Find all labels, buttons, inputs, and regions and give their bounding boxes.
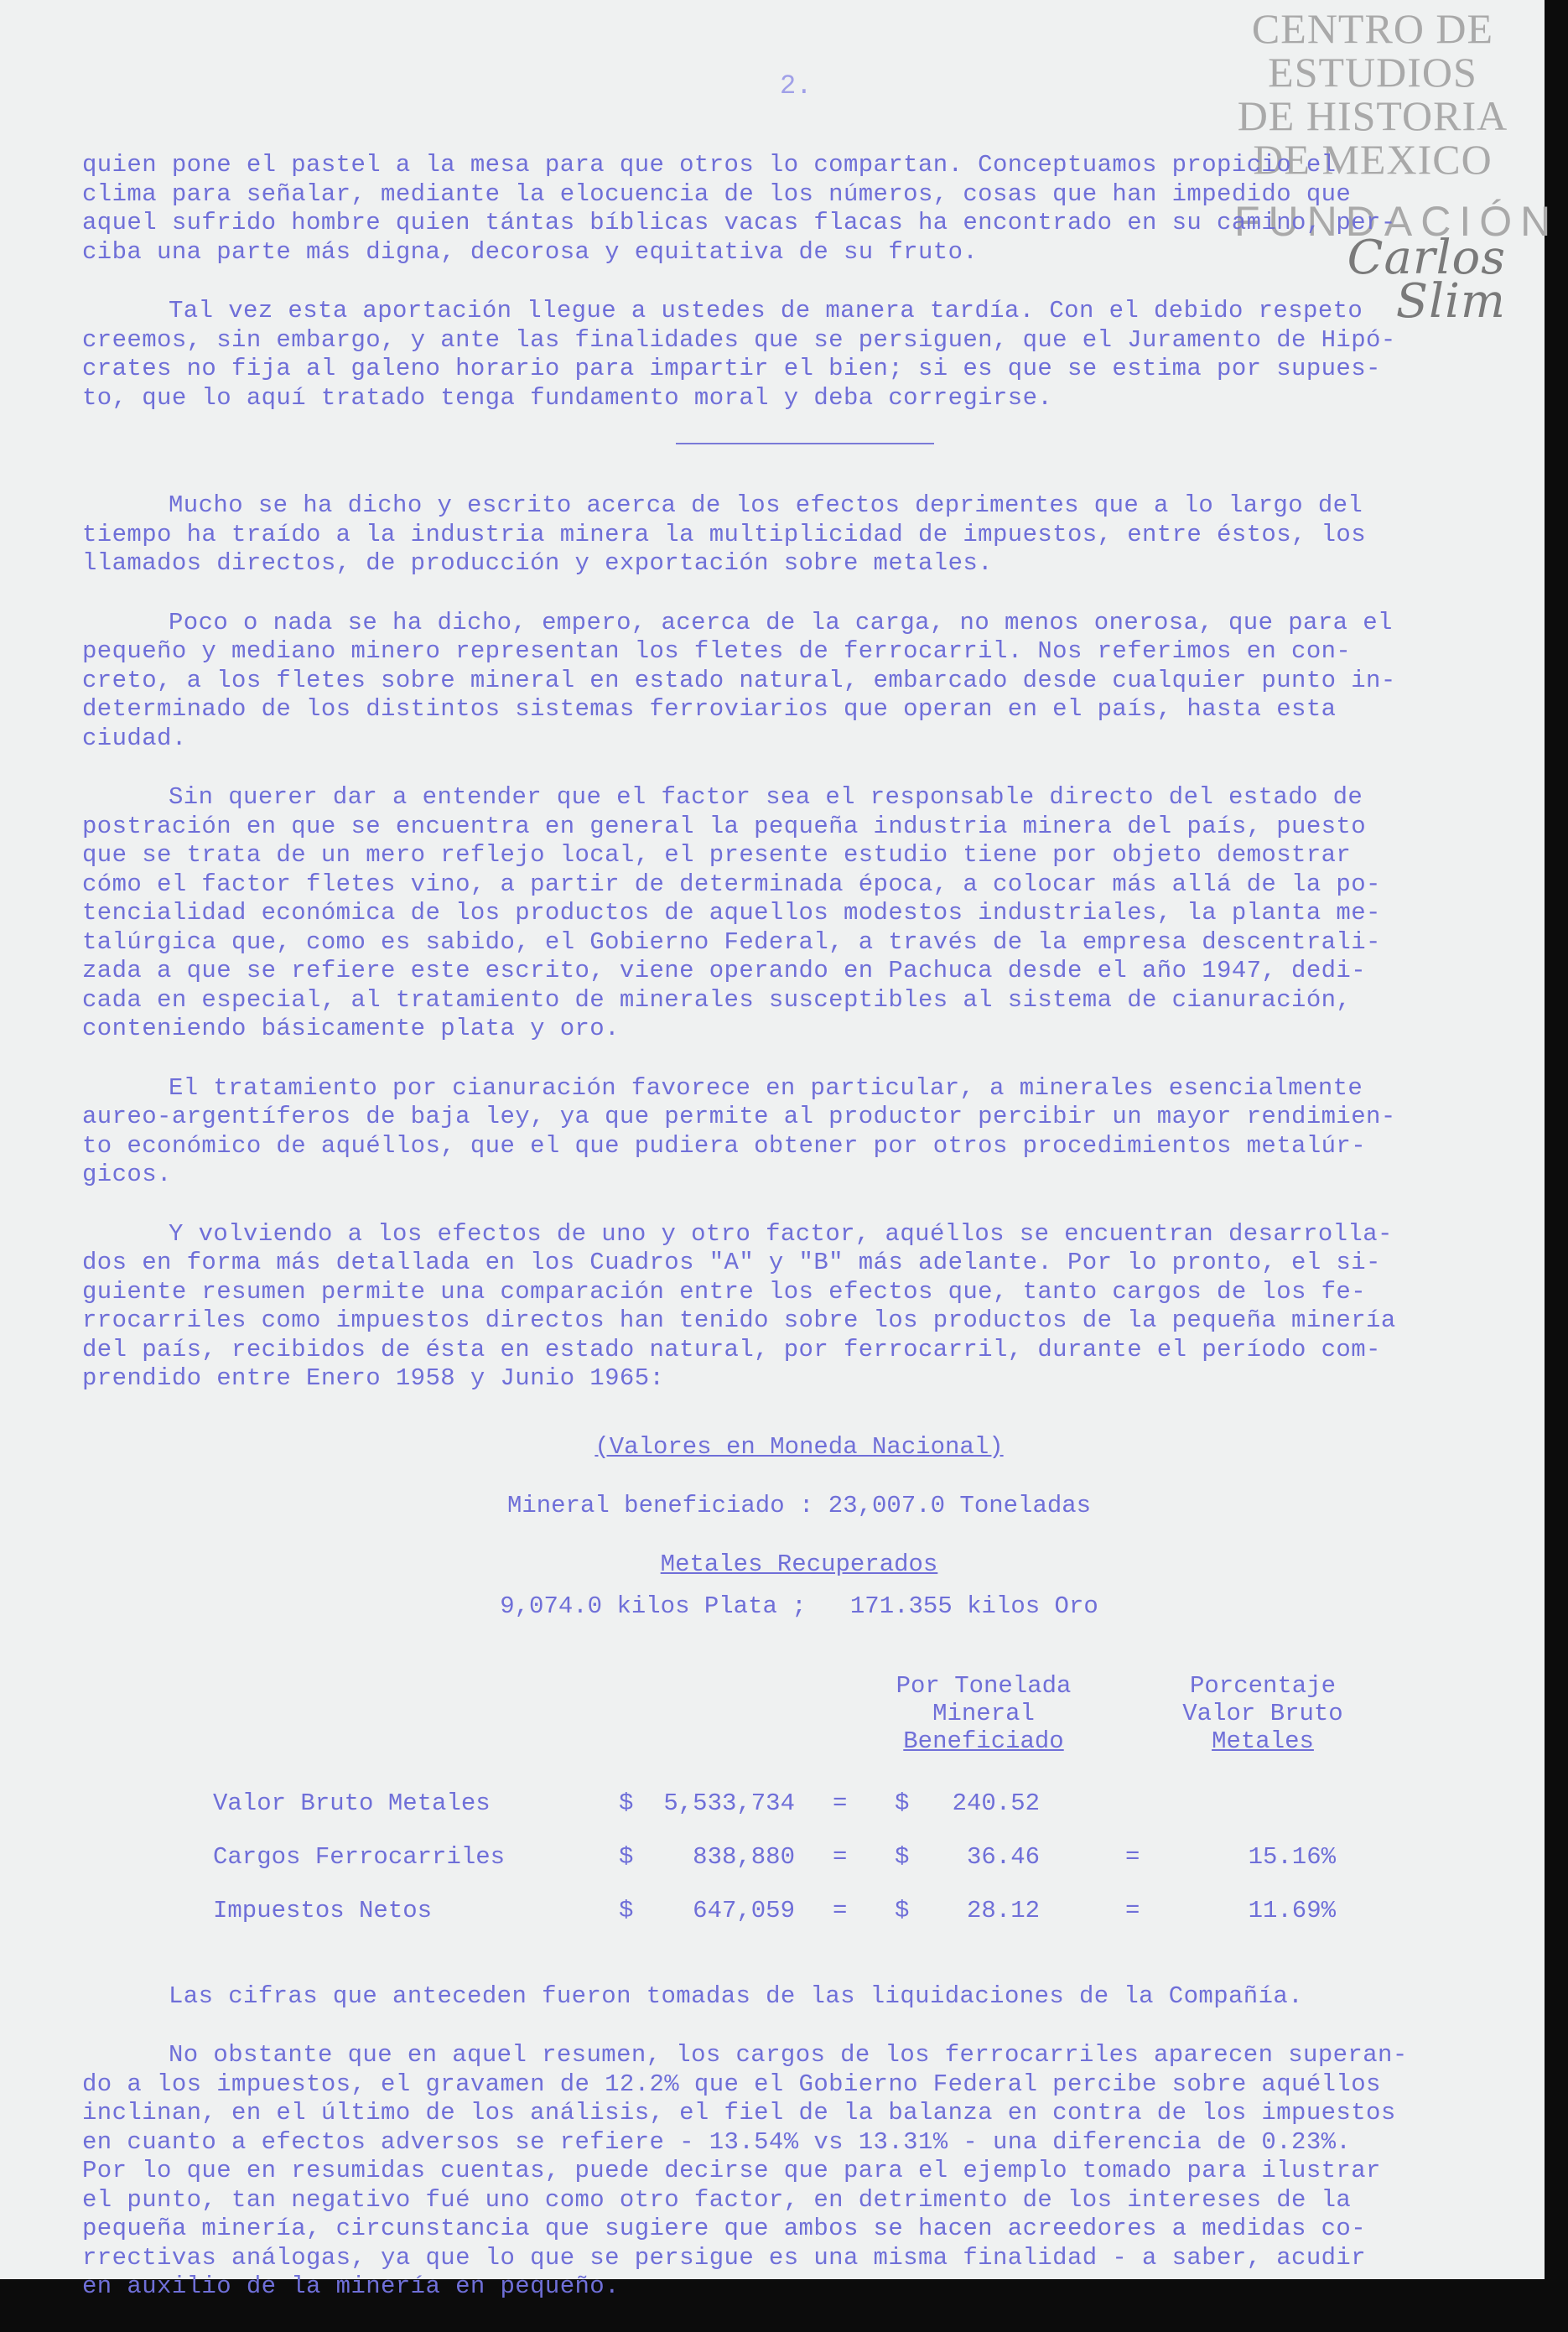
page-number: 2. bbox=[780, 70, 813, 101]
row-label: Impuestos Netos bbox=[213, 1896, 433, 1924]
paragraph-5: Y volviendo a los efectos de uno y otro factor, aquéllos se encuentran desarrolla- dos en forma más detallada en los Cuadros "A" y "B" más adelante. Por lo pronto, el si- guiente resumen permite una comparación entre los efectos que, tanto cargos de los fe- rrocarriles como impuestos directos han tenido sobre los productos de la pequeña minería del país, recibidos de ésta en estado natural, por ferrocarril, durante el período com- prendido entre Enero 1958 y Junio 1965: bbox=[82, 1219, 1396, 1392]
watermark-line-3: DE HISTORIA bbox=[1237, 92, 1508, 139]
row-equals: = bbox=[833, 1789, 848, 1817]
col-header-per-ton bbox=[887, 1672, 1080, 1755]
watermark-signature: Carlos Slim bbox=[1347, 231, 1506, 329]
mineral-line: Mineral beneficiado : 23,007.0 Toneladas bbox=[506, 1491, 1092, 1519]
summary-table bbox=[82, 1672, 1516, 1982]
watermark-line-4: DE MEXICO bbox=[1253, 136, 1493, 183]
watermark-line-1: CENTRO DE bbox=[1251, 5, 1494, 52]
row-per-ton: 240.52 bbox=[952, 1789, 1040, 1817]
col-header-per-ton-line-3: Beneficiado bbox=[903, 1727, 1064, 1755]
col-header-percent-line-1: Porcentaje bbox=[1189, 1671, 1337, 1700]
row-currency: $ bbox=[619, 1842, 634, 1871]
row-equals: = bbox=[1125, 1896, 1140, 1924]
row-currency: $ bbox=[895, 1789, 910, 1817]
row-label: Cargos Ferrocarriles bbox=[213, 1842, 506, 1871]
section-divider bbox=[676, 443, 934, 444]
paragraph-source-note: Las cifras que anteceden fueron tomadas de las liquidaciones de la Compañía. bbox=[169, 1981, 1304, 2010]
paragraph-3: Sin querer dar a entender que el factor sea el responsable directo del estado de postración en que se encuentra en general la pequeña industria minera del país, puesto que se trata de un mero reflejo local, el presente estudio tiene por objeto demostrar cómo el factor fletes vino, a partir de determinada época, a colocar más allá de la po- tencialidad económica de los productos de aquellos modestos industriales, la planta me- talúrgica que, como es sabido, el Gobierno Federal, a través de la empresa descentrali- zada a que se refiere este escrito, viene operando en Pachuca desde el año 1947, dedi- cada en especial, al tratamiento de minerales susceptibles al sistema de cianuración, conteniendo básicamente plata y oro. bbox=[82, 783, 1381, 1042]
row-label: Valor Bruto Metales bbox=[213, 1789, 491, 1817]
col-header-per-ton-line-2: Mineral bbox=[932, 1699, 1035, 1727]
paragraph-intro-2: Tal vez esta aportación llegue a ustedes de manera tardía. Con el debido respeto creemos, sin embargo, y ante las finalidades que se persiguen, que el Juramento de Hipó- crates no fija al galeno horario para impartir el bien; si es que se estima por supues- to, que lo aquí tratado tenga fundamento moral y deba corregirse. bbox=[82, 297, 1396, 412]
row-currency: $ bbox=[895, 1896, 910, 1924]
col-header-percent-line-3: Metales bbox=[1212, 1727, 1314, 1755]
row-equals: = bbox=[833, 1896, 848, 1924]
metals-heading: Metales Recuperados bbox=[660, 1550, 938, 1578]
row-total: 5,533,734 bbox=[663, 1789, 795, 1817]
watermark-line-2: ESTUDIOS bbox=[1268, 49, 1477, 96]
col-header-per-ton-line-1: Por Tonelada bbox=[896, 1671, 1072, 1700]
paragraph-1: Mucho se ha dicho y escrito acerca de los efectos deprimentes que a lo largo del tiempo ha traído a la industria minera la multiplicidad de impuestos, entre éstos, los llamados directos, de producción y exportación sobre metales. bbox=[82, 491, 1367, 577]
table-row bbox=[82, 1843, 1516, 1877]
row-currency: $ bbox=[619, 1789, 634, 1817]
row-per-ton: 28.12 bbox=[966, 1896, 1040, 1924]
metals-line: 9,074.0 kilos Plata ; 171.355 kilos Oro bbox=[500, 1592, 1098, 1620]
paragraph-2: Poco o nada se ha dicho, empero, acerca de la carga, no menos onerosa, que para el pequeño y mediano minero representan los fletes de ferrocarril. Nos referimos en con- creto, a los fletes sobre mineral en estado natural, embarcado desde cualquier punto in- determinado de los distintos sistemas ferroviarios que operan en el país, hasta esta ciudad. bbox=[82, 608, 1396, 752]
row-currency: $ bbox=[619, 1896, 634, 1924]
watermark-foundation: FUNDACIÓN bbox=[1234, 198, 1560, 245]
row-percent: 11.69% bbox=[1248, 1896, 1336, 1924]
paragraph-intro-1: quien pone el pastel a la mesa para que otros lo compartan. Conceptuamos propicio el clima para señalar, mediante la elocuencia de los números, cosas que han impedido que aquel sufrido hombre quien tántas bíblicas vacas flacas ha encontrado en su camino, per- ciba una parte más digna, decorosa y equitativa de su fruto. bbox=[82, 151, 1396, 266]
paragraph-4: El tratamiento por cianuración favorece en particular, a minerales esencialmente aureo-argentíferos de baja ley, ya que permite al productor percibir un mayor rendimien- to económico de aquéllos, que el que pudiera obtener por otros procedimientos metalúr- gicos. bbox=[82, 1073, 1396, 1188]
row-total: 647,059 bbox=[693, 1896, 795, 1924]
paragraph-conclusion: No obstante que en aquel resumen, los cargos de los ferrocarriles aparecen superan- do a los impuestos, el gravamen de 12.2% que el Gobierno Federal percibe sobre aquéllos inclinan, en el último de los análisis, el fiel de la balanza en contra de los impuestos en cuanto a efectos adversos se refiere - 13.54% vs 13.31% - una diferencia de 0.23%. Por lo que en resumidas cuentas, puede decirse que para el ejemplo tomado para ilustrar el punto, tan negativo fué uno como otro factor, en detrimento de los intereses de la pequeña minería, circunstancia que sugiere que ambos se hacen acreedores a medidas co- rrectivas análogas, ya que lo que se persigue es una misma finalidad - a saber, acudir en auxilio de la minería en pequeño. bbox=[82, 2041, 1408, 2300]
table-row bbox=[82, 1897, 1516, 1930]
row-per-ton: 36.46 bbox=[966, 1842, 1040, 1871]
col-header-percent-line-2: Valor Bruto bbox=[1182, 1699, 1343, 1727]
col-header-percent bbox=[1171, 1672, 1355, 1755]
summary-heading: (Valores en Moneda Nacional) bbox=[594, 1432, 1004, 1461]
row-equals: = bbox=[833, 1842, 848, 1871]
table-row bbox=[82, 1789, 1516, 1823]
row-total: 838,880 bbox=[693, 1842, 795, 1871]
row-percent: 15.16% bbox=[1248, 1842, 1336, 1871]
summary-block bbox=[82, 1432, 1516, 1622]
document-body bbox=[82, 151, 1560, 2332]
row-equals: = bbox=[1125, 1842, 1140, 1871]
row-currency: $ bbox=[895, 1842, 910, 1871]
